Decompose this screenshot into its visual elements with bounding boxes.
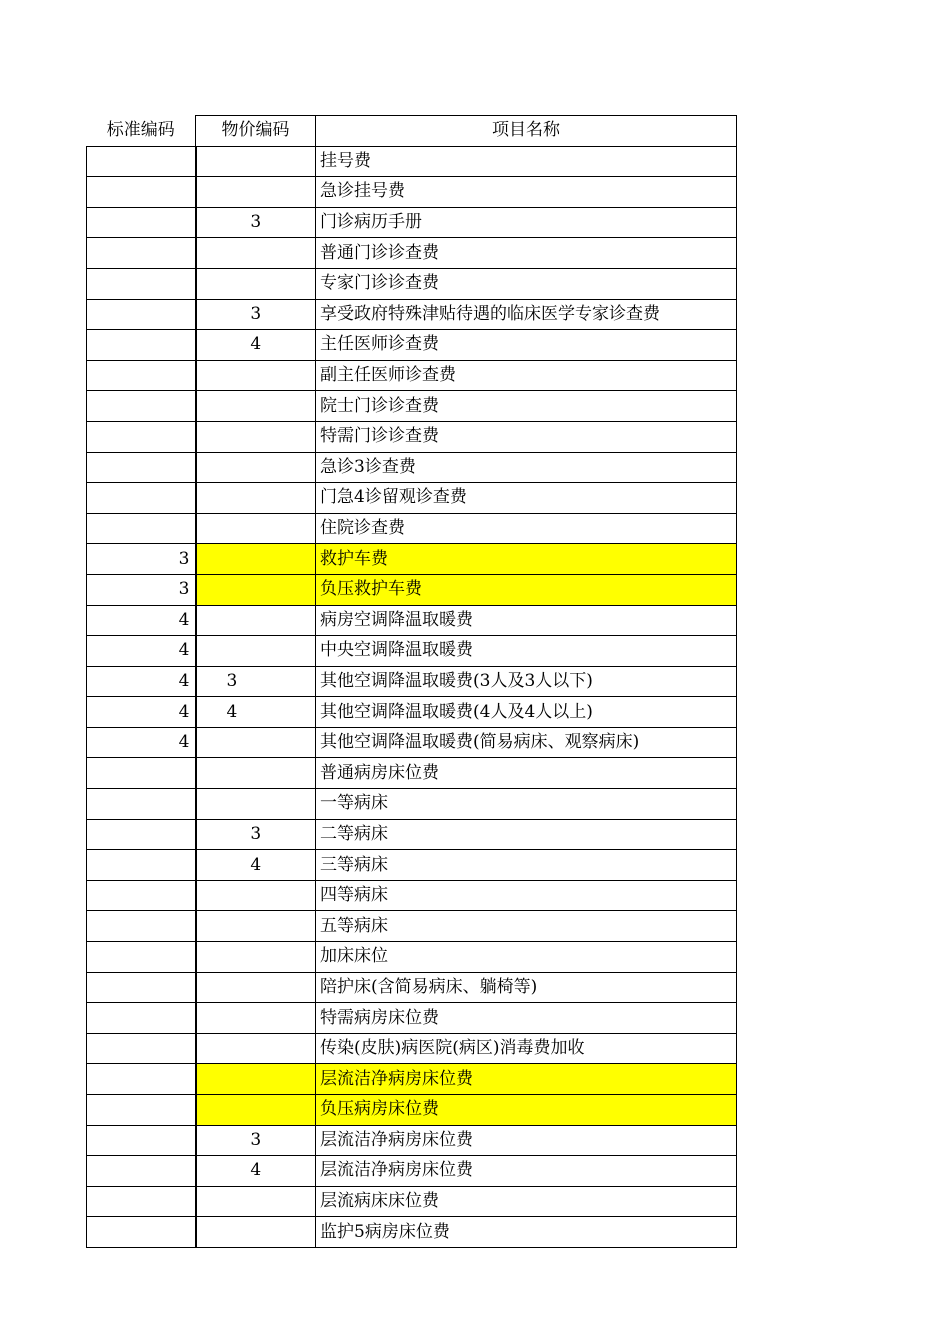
- standard-code-cell[interactable]: [87, 421, 196, 452]
- table-row: [87, 819, 737, 850]
- standard-code-cell[interactable]: [87, 1003, 196, 1034]
- standard-code-cell[interactable]: [87, 483, 196, 514]
- item-name-cell[interactable]: 其他空调降温取暖费(4人及4人以上): [316, 697, 737, 728]
- price-code-cell[interactable]: [196, 483, 316, 514]
- price-code-cell[interactable]: [196, 146, 316, 177]
- table-row: [87, 605, 737, 636]
- price-code-cell[interactable]: 4: [196, 1156, 316, 1187]
- standard-code-cell[interactable]: 4: [87, 697, 196, 728]
- table-row: [87, 207, 737, 238]
- price-code-cell[interactable]: [196, 268, 316, 299]
- table-row: [87, 421, 737, 452]
- header-item-name: 项目名称: [316, 116, 737, 147]
- item-name-cell[interactable]: 加床床位: [316, 942, 737, 973]
- table-body: [87, 146, 737, 1247]
- price-code-cell[interactable]: [196, 238, 316, 269]
- price-code-cell[interactable]: [196, 727, 316, 758]
- price-code-cell[interactable]: [196, 1186, 316, 1217]
- standard-code-cell[interactable]: [87, 880, 196, 911]
- item-name-cell[interactable]: 其他空调降温取暖费(3人及3人以下): [316, 666, 737, 697]
- table-row: [87, 1125, 737, 1156]
- item-name-cell[interactable]: 病房空调降温取暖费: [316, 605, 737, 636]
- item-name-cell[interactable]: 副主任医师诊查费: [316, 360, 737, 391]
- item-name-cell[interactable]: 特需门诊诊查费: [316, 421, 737, 452]
- item-name-cell[interactable]: 陪护床(含简易病床、躺椅等): [316, 972, 737, 1003]
- standard-code-cell[interactable]: [87, 819, 196, 850]
- standard-code-cell[interactable]: [87, 942, 196, 973]
- table-row: [87, 1095, 737, 1126]
- standard-code-cell[interactable]: [87, 146, 196, 177]
- standard-code-cell[interactable]: 3: [87, 574, 196, 605]
- price-code-cell[interactable]: [196, 605, 316, 636]
- standard-code-cell[interactable]: [87, 758, 196, 789]
- item-name-cell[interactable]: 急诊挂号费: [316, 177, 737, 208]
- standard-code-cell[interactable]: [87, 268, 196, 299]
- item-name-cell[interactable]: 主任医师诊查费: [316, 330, 737, 361]
- price-code-cell[interactable]: [196, 574, 316, 605]
- standard-code-cell[interactable]: 4: [87, 666, 196, 697]
- price-code-cell[interactable]: 3: [196, 819, 316, 850]
- table-row: [87, 1217, 737, 1248]
- table-row: [87, 758, 737, 789]
- table-row: [87, 911, 737, 942]
- table-row: [87, 1003, 737, 1034]
- item-name-cell[interactable]: 挂号费: [316, 146, 737, 177]
- table-row: [87, 1033, 737, 1064]
- item-name-cell[interactable]: 门急4诊留观诊查费: [316, 483, 737, 514]
- standard-code-cell[interactable]: 4: [87, 605, 196, 636]
- standard-code-cell[interactable]: [87, 513, 196, 544]
- standard-code-cell[interactable]: [87, 299, 196, 330]
- price-code-cell[interactable]: [196, 452, 316, 483]
- price-code-cell[interactable]: [196, 391, 316, 422]
- price-code-cell[interactable]: 3: [196, 666, 316, 697]
- price-code-cell[interactable]: [196, 1064, 316, 1095]
- standard-code-cell[interactable]: [87, 1156, 196, 1187]
- price-code-cell[interactable]: 3: [196, 207, 316, 238]
- table-row: [87, 513, 737, 544]
- table-row: [87, 177, 737, 208]
- standard-code-cell[interactable]: [87, 177, 196, 208]
- price-code-cell[interactable]: [196, 360, 316, 391]
- standard-code-cell[interactable]: 4: [87, 727, 196, 758]
- item-name-cell[interactable]: 享受政府特殊津贴待遇的临床医学专家诊查费: [316, 299, 737, 330]
- item-name-cell[interactable]: 救护车费: [316, 544, 737, 575]
- item-name-cell[interactable]: 其他空调降温取暖费(简易病床、观察病床): [316, 727, 737, 758]
- item-name-cell[interactable]: 层流洁净病房床位费: [316, 1125, 737, 1156]
- standard-code-cell[interactable]: [87, 1186, 196, 1217]
- price-code-cell[interactable]: 4: [196, 850, 316, 881]
- price-code-cell[interactable]: [196, 789, 316, 820]
- standard-code-cell[interactable]: 3: [87, 544, 196, 575]
- item-name-cell[interactable]: 五等病床: [316, 911, 737, 942]
- price-sheet: [86, 115, 737, 1248]
- standard-code-cell[interactable]: [87, 1033, 196, 1064]
- table-row: [87, 697, 737, 728]
- table-row: [87, 483, 737, 514]
- price-code-cell[interactable]: [196, 1003, 316, 1034]
- table-row: [87, 360, 737, 391]
- table-row: [87, 636, 737, 667]
- item-name-cell[interactable]: 住院诊查费: [316, 513, 737, 544]
- table-row: [87, 1186, 737, 1217]
- table-row: [87, 666, 737, 697]
- item-name-cell[interactable]: 中央空调降温取暖费: [316, 636, 737, 667]
- standard-code-cell[interactable]: [87, 850, 196, 881]
- price-code-cell[interactable]: [196, 880, 316, 911]
- item-name-cell[interactable]: 四等病床: [316, 880, 737, 911]
- standard-code-cell[interactable]: [87, 360, 196, 391]
- price-code-cell[interactable]: [196, 942, 316, 973]
- table-row: [87, 544, 737, 575]
- price-code-cell[interactable]: [196, 972, 316, 1003]
- item-name-cell[interactable]: 负压救护车费: [316, 574, 737, 605]
- item-name-cell[interactable]: 三等病床: [316, 850, 737, 881]
- table-row: [87, 727, 737, 758]
- item-name-cell[interactable]: 层流洁净病房床位费: [316, 1156, 737, 1187]
- standard-code-cell[interactable]: [87, 452, 196, 483]
- fee-table: [86, 115, 737, 1248]
- header-price-code: 物价编码: [196, 116, 316, 147]
- item-name-cell[interactable]: 门诊病历手册: [316, 207, 737, 238]
- item-name-cell[interactable]: 普通门诊诊查费: [316, 238, 737, 269]
- price-code-cell[interactable]: 3: [196, 299, 316, 330]
- standard-code-cell[interactable]: [87, 789, 196, 820]
- item-name-cell[interactable]: 院士门诊诊查费: [316, 391, 737, 422]
- price-code-cell[interactable]: [196, 911, 316, 942]
- item-name-cell[interactable]: 监护5病房床位费: [316, 1217, 737, 1248]
- table-row: [87, 391, 737, 422]
- table-row: [87, 452, 737, 483]
- table-row: [87, 1064, 737, 1095]
- standard-code-cell[interactable]: 4: [87, 636, 196, 667]
- table-row: [87, 268, 737, 299]
- price-code-cell[interactable]: [196, 1095, 316, 1126]
- item-name-cell[interactable]: 急诊3诊查费: [316, 452, 737, 483]
- item-name-cell[interactable]: 负压病房床位费: [316, 1095, 737, 1126]
- price-code-cell[interactable]: [196, 421, 316, 452]
- price-code-cell[interactable]: [196, 177, 316, 208]
- price-code-cell[interactable]: [196, 544, 316, 575]
- header-standard-code: 标准编码: [87, 116, 196, 147]
- table-row: [87, 789, 737, 820]
- price-code-cell[interactable]: [196, 1033, 316, 1064]
- table-row: [87, 880, 737, 911]
- standard-code-cell[interactable]: [87, 911, 196, 942]
- price-code-cell[interactable]: 3: [196, 1125, 316, 1156]
- item-name-cell[interactable]: 层流洁净病房床位费: [316, 1064, 737, 1095]
- standard-code-cell[interactable]: [87, 1217, 196, 1248]
- table-row: [87, 238, 737, 269]
- price-code-cell[interactable]: 4: [196, 330, 316, 361]
- table-row: [87, 299, 737, 330]
- price-code-cell[interactable]: [196, 636, 316, 667]
- table-row: [87, 942, 737, 973]
- item-name-cell[interactable]: 特需病房床位费: [316, 1003, 737, 1034]
- table-row: [87, 574, 737, 605]
- price-code-cell[interactable]: [196, 513, 316, 544]
- standard-code-cell[interactable]: [87, 1125, 196, 1156]
- standard-code-cell[interactable]: [87, 1095, 196, 1126]
- standard-code-cell[interactable]: [87, 330, 196, 361]
- table-row: [87, 1156, 737, 1187]
- price-code-cell[interactable]: [196, 1217, 316, 1248]
- table-row: [87, 972, 737, 1003]
- item-name-cell[interactable]: 传染(皮肤)病医院(病区)消毒费加收: [316, 1033, 737, 1064]
- standard-code-cell[interactable]: [87, 207, 196, 238]
- standard-code-cell[interactable]: [87, 391, 196, 422]
- price-code-cell[interactable]: [196, 758, 316, 789]
- item-name-cell[interactable]: 层流病床床位费: [316, 1186, 737, 1217]
- header-row: [87, 116, 737, 147]
- table-row: [87, 330, 737, 361]
- item-name-cell[interactable]: 一等病床: [316, 789, 737, 820]
- table-row: [87, 146, 737, 177]
- standard-code-cell[interactable]: [87, 972, 196, 1003]
- standard-code-cell[interactable]: [87, 1064, 196, 1095]
- item-name-cell[interactable]: 二等病床: [316, 819, 737, 850]
- standard-code-cell[interactable]: [87, 238, 196, 269]
- item-name-cell[interactable]: 普通病房床位费: [316, 758, 737, 789]
- item-name-cell[interactable]: 专家门诊诊查费: [316, 268, 737, 299]
- price-code-cell[interactable]: 4: [196, 697, 316, 728]
- table-row: [87, 850, 737, 881]
